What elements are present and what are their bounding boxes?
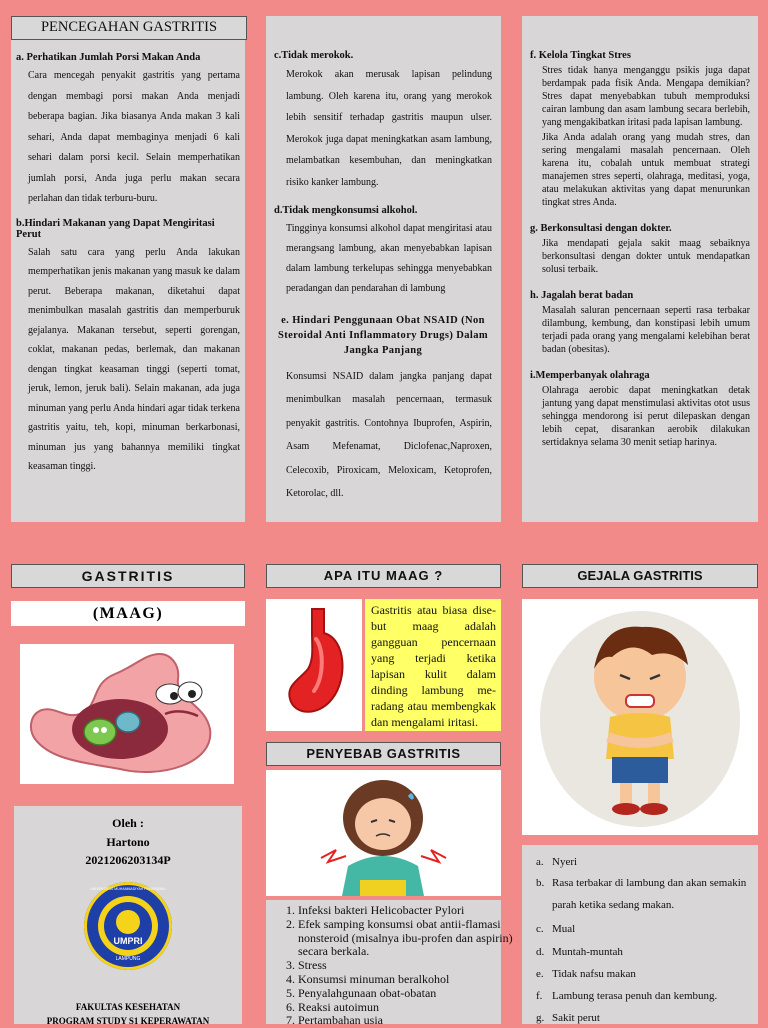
section-a-heading: a. Perhatikan Jumlah Porsi Makan Anda — [16, 52, 201, 63]
section-g-heading: g. Berkonsultasi dengan dokter. — [530, 223, 672, 234]
symptom-marker: b. — [536, 877, 545, 890]
symptom-marker: c. — [536, 923, 544, 936]
logo-ring-text: UNIVERSITAS MUHAMMADIYAH PRINGSEWU — [90, 887, 166, 891]
section-c-heading: c.Tidak merokok. — [274, 50, 354, 61]
section-f-text-1: Stres tidak hanya menganggu psikis juga dapat berdampak pada fisik Anda. Mengapa demikian? Stres dapat menyebabkan tubuh memproduksi cairan lambung dan asam lambung secara berlebih, yang mengakibatkan iritasi pada lapisan lambung. — [542, 65, 750, 128]
symptom-text: Mual — [552, 923, 576, 936]
symptom-text: Rasa terbakar di lambung dan akan semakin parah ketika sedang makan. — [552, 877, 747, 912]
study-program: PROGRAM STUDY S1 KEPERAWATAN — [46, 1016, 210, 1026]
cause-item: 7. Pertambahan usia — [298, 1014, 518, 1028]
sick-boy-icon — [522, 599, 758, 835]
symptom-item — [536, 989, 754, 1003]
symptom-item — [536, 967, 754, 981]
symptom-text: Muntah-muntah — [552, 945, 623, 958]
penyebab-title: PENYEBAB GASTRITIS — [266, 742, 501, 766]
section-d-text: Tingginya konsumsi alkohol dapat mengiritasi atau merangsang lambung, akan menyebabkan lapisan dalam lambung terkelupas sehingga menyebabkan peradangan dan pendarahan di lambung — [286, 223, 492, 294]
panel-pencegahan-3 — [522, 16, 758, 522]
section-b-text: Salah satu cara yang perlu Anda lakukan memperhatikan jenis makanan yang masuk ke dalam perut. Beberapa makanan, diketahui dapat menimbulkan masalah gastritis dan memperburuk gejalanya. Makanan tersebut, seperti gorengan, coklat, makanan pedas, berlemak, dan makanan dengan tingkat keasaman tinggi (seperti tomat, jeruk, lemon, jeruk bali). Selain makanan, ada juga minuman yang perlu Anda hindari agar tidak terkena gastritis yaitu, teh, kopi, minuman berkarbonasi, minuman jus yang bahannya memiliki tingkat keasaman tinggi. — [28, 246, 240, 472]
section-g-text: Jika mendapati gejala sakit maag sebaiknya berkonsultasi dengan dokter untuk mendapatkan solusi terbaik. — [542, 238, 750, 275]
logo-text: UMPRI — [113, 936, 143, 946]
causes-list — [266, 904, 518, 1028]
gejala-list-panel — [522, 845, 758, 1024]
cause-item: 3. Stress — [298, 959, 518, 973]
section-c-text: Merokok akan merusak lapisan pelindung lambung. Oleh karena itu, orang yang merokok lebih sensitif terhadap gastritis maupun ulser. Merokok juga dapat meningkatkan asam lambung, melambatkan kesembuhan, dan meningkatkan risiko kanker lambung. — [286, 69, 492, 188]
penyebab-list-panel — [266, 900, 513, 1028]
stomach-icon-image — [266, 599, 362, 731]
symptom-marker: d. — [536, 945, 545, 958]
section-e-text: Konsumsi NSAID dalam jangka panjang dapat menimbulkan masalah pencernaan, termasuk penyakit gastritis. Contohnya Ibuprofen, Aspirin, Asam Mefenamat, Diclofenac,Naproxen, Celecoxib, Piroxicam, Meloxicam, Ketoprofen, Ketorolac, dll. — [286, 370, 492, 500]
panel-pencegahan-1 — [11, 16, 245, 522]
section-h-heading: h. Jagalah berat badan — [530, 290, 634, 301]
pencegahan-title: PENCEGAHAN GASTRITIS — [11, 16, 247, 40]
stomach-cartoon-image — [20, 644, 234, 784]
author-nim: 2021206203134P — [85, 853, 171, 867]
symptom-marker: g. — [536, 1012, 545, 1025]
cover-subtitle: (MAAG) — [11, 601, 245, 626]
cover-title: GASTRITIS — [11, 564, 245, 588]
symptom-item — [536, 922, 754, 936]
section-i-heading: i.Memperbanyak olahraga — [530, 370, 650, 381]
panel-pencegahan-2 — [266, 16, 501, 522]
sick-boy-image — [522, 599, 758, 835]
stomach-cartoon-icon — [20, 644, 234, 784]
section-d-heading: d.Tidak mengkonsumsi alkohol. — [274, 205, 418, 216]
cause-item: 4. Konsumsi minuman beralkohol — [298, 973, 518, 987]
symptom-marker: e. — [536, 967, 544, 980]
apa-itu-maag-title: APA ITU MAAG ? — [266, 564, 501, 588]
symptom-text: Nyeri — [552, 856, 578, 868]
apa-itu-maag-text: Gastritis atau biasa dise-but maag adalah gangguan pencernaan yang terjadi ketika lapisan kulit dalam dinding lambung me-radang atau membengkak dan mengalami iritasi. — [365, 599, 501, 731]
symptom-text: Lambung terasa penuh dan kembung. — [552, 990, 718, 1003]
symptom-item — [536, 945, 754, 959]
author-name: Hartono — [106, 835, 150, 849]
section-i-text: Olahraga aerobic dapat meningkatkan detak jantung yang dapat menstimulasi aktivitas otot usus sehingga mendorong isi perut dilepaskan dengan lebih cepat, disarankan aerobik dilakukan sertidaknya selama 30 menit setiap harinya. — [542, 385, 750, 448]
section-h-text: Masalah saluran pencernaan seperti rasa terbakar dilambung, kembung, dan konstipasi lebih umum terjadi pada orang yang mengalami kelebihan berat badan (obesitas). — [542, 305, 750, 355]
sick-girl-icon — [266, 770, 501, 896]
symptom-text: Sakit perut — [552, 1012, 600, 1025]
author-by-label: Oleh : — [112, 816, 144, 830]
cause-item: 5. Penyalahgunaan obat-obatan — [298, 987, 518, 1001]
section-f-heading: f. Kelola Tingkat Stres — [530, 50, 631, 61]
section-b-heading: b.Hindari Makanan yang Dapat Mengiritasi Perut — [16, 217, 215, 240]
faculty-name: FAKULTAS KESEHATAN — [75, 1002, 181, 1012]
stomach-icon — [266, 599, 362, 731]
section-e-heading: e. Hindari Penggunaan Obat NSAID (Non Steroidal Anti Inflammatory Drugs) Dalam Jangka Panjang — [277, 315, 489, 357]
cause-item: 6. Reaksi autoimun — [298, 1001, 518, 1015]
sick-girl-image — [266, 770, 501, 896]
symptom-text: Tidak nafsu makan — [552, 967, 636, 980]
symptom-item — [536, 872, 754, 916]
logo-bottom-text: LAMPUNG — [115, 956, 141, 962]
university-logo — [84, 882, 172, 970]
cause-item: 1. Infeksi bakteri Helicobacter Pylori — [298, 904, 518, 918]
gejala-title: GEJALA GASTRITIS — [522, 564, 758, 588]
section-a-text: Cara mencegah penyakit gastritis yang pertama dengan membagi porsi makan Anda menjadi beberapa bagian. Jika biasanya Anda makan 3 kali sehari, Anda dapat membaginya menjadi 6 kali sehari dalam porsi kecil. Selain memperhatikan jumlah porsi, Anda juga perlu makan secara perlahan dan tidak terburu-buru. — [28, 70, 240, 204]
symptom-marker: a. — [536, 856, 544, 868]
section-f-text-2: Jika Anda adalah orang yang mudah stres, dan sering mengalami masalah pencernaan. Oleh karena itu, cobalah untuk membuat strategi manajemen stres seperti, olahraga, meditasi, yoga, atau melakukan aktivitas yang dapat menurunkan tingkat stres Anda. — [542, 132, 750, 208]
cause-item: 2. Efek samping konsumsi obat antii-flamasi nonsteroid (misalnya ibu-profen dan aspirin) secara berkala. — [298, 918, 518, 959]
cover-author-panel — [14, 806, 242, 1024]
symptom-item — [536, 855, 754, 869]
symptom-marker: f. — [536, 990, 543, 1003]
